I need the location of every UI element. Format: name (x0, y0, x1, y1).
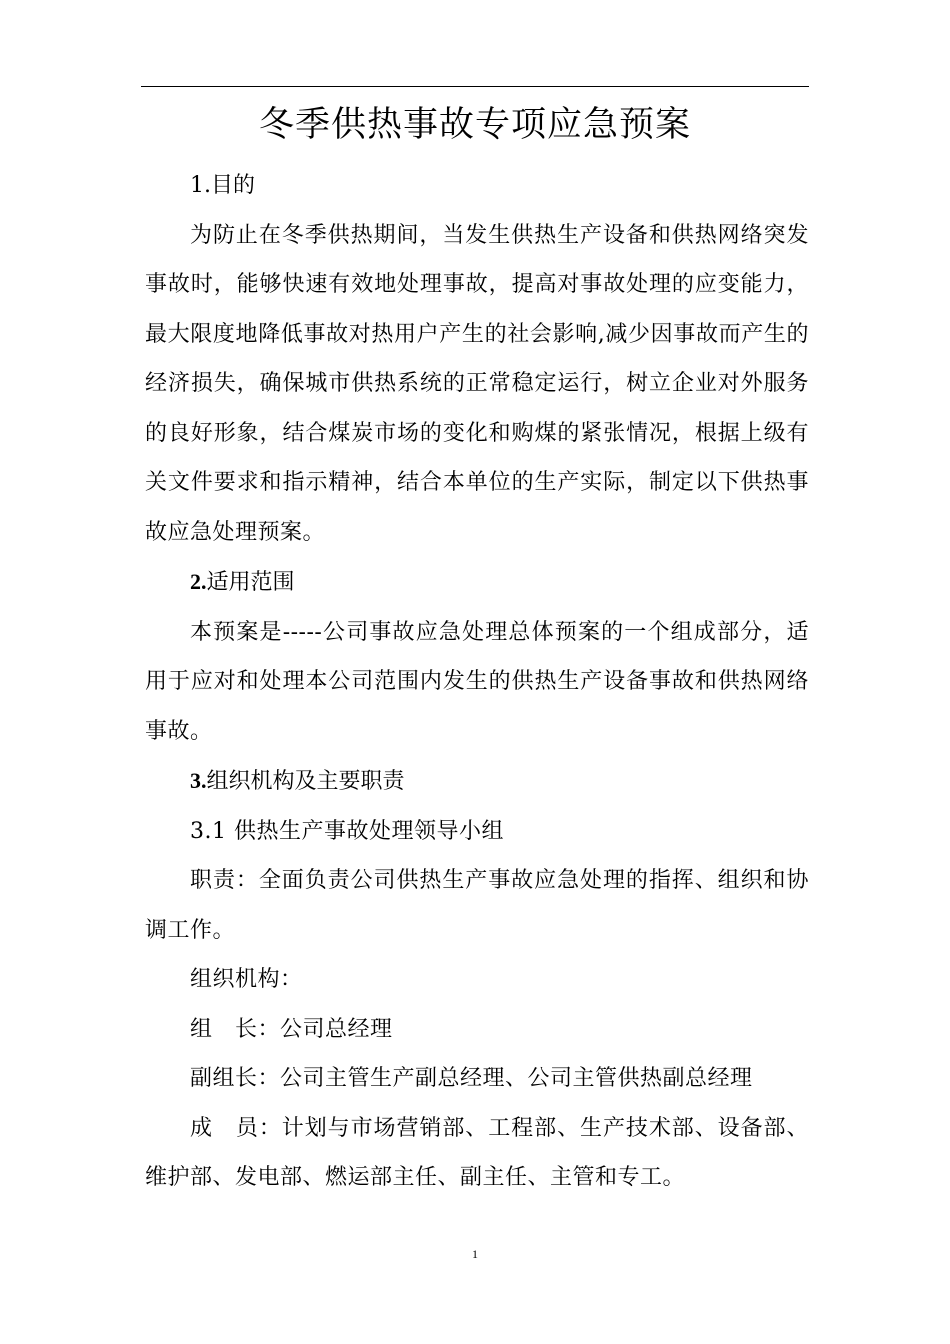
section-heading-scope (145, 557, 809, 608)
org-leader: 组 长：公司总经理 (190, 1016, 393, 1042)
paragraph-purpose: 为防止在冬季供热期间，当发生供热生产设备和供热网络突发事故时，能够快速有效地处理事故，提高对事故处理的应变能力，最大限度地降低事故对热用户产生的社会影响,减少因事故而产生的经济损失，确保城市供热系统的正常稳定运行，树立企业对外服务的良好形象，结合煤炭市场的变化和购煤的紧张情况，根据上级有关文件要求和指示精神，结合本单位的生产实际，制定以下供热事故应急处理预案。 (145, 222, 809, 545)
paragraph-duties: 职责：全面负责公司供热生产事故应急处理的指挥、组织和协调工作。 (145, 868, 809, 943)
paragraph-scope: 本预案是-----公司事故应急处理总体预案的一个组成部分，适用于应对和处理本公司范围内发生的供热生产设备事故和供热网络事故。 (145, 619, 809, 744)
header-rule (141, 86, 809, 87)
section-number: 3. (190, 768, 207, 793)
section-number: 2. (190, 569, 207, 594)
section-heading-purpose (145, 161, 809, 211)
section-title: 组织机构及主要职责 (206, 769, 405, 794)
org-structure-label: 组织机构： (190, 967, 303, 992)
page-number: 1 (472, 1247, 478, 1261)
section-heading-organization (145, 756, 809, 807)
section-title: 适用范围 (206, 570, 295, 595)
document-body (145, 161, 809, 1203)
subsection-heading: 3.1 供热生产事故处理领导小组 (190, 818, 504, 844)
section-title: 目的 (211, 173, 256, 198)
document-title: 冬季供热事故专项应急预案 (258, 105, 691, 145)
org-deputy-leader: 副组长：公司主管生产副总经理、公司主管供热副总经理 (190, 1066, 753, 1091)
org-members: 成 员：计划与市场营销部、工程部、生产技术部、设备部、维护部、发电部、燃运部主任、副主任、主管和专工。 (145, 1115, 809, 1190)
section-number: 1. (190, 173, 211, 198)
